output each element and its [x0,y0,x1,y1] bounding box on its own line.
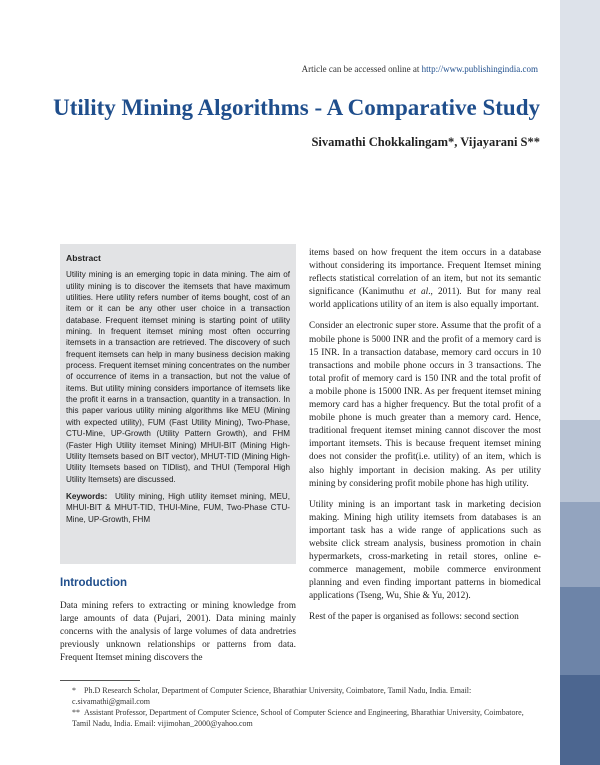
right-paragraph-3: Utility mining is an important task in marketing decision making. Mining high utility itemsets from databases is an important task has a wide range of applications such as website click stream analysis, business promotion in chain hypermarkets, cross-marketing in retail stores, online e-commerce management, mobile commerce environment planning and even finding important patterns in biomedical applications (Tseng, Wu, Shie & Yu, 2012). [309,499,541,602]
paper-title: Utility Mining Algorithms - A Comparative Study [53,95,540,120]
et-al-italic: et al [409,287,429,298]
footnote-2-text: Assistant Professor, Department of Computer Science, School of Computer Science and Engineering, Bharathiar University, Coimbatore, Tamil Nadu, India. Email: vijimohan_2000@yahoo.com [72,708,524,728]
footnote-1-text: Ph.D Research Scholar, Department of Computer Science, Bharathiar University, Coimbatore, Tamil Nadu, India. Email: c.sivamathi@gmail.com [72,686,472,706]
left-column-body [60,600,296,672]
keywords-text: Utility mining, High utility itemset mining, MEU, MHUI-BIT & MHUT-TID, THUI-Mine, FUM, Two-Phase CTU-Mine, UP-Growth, FHM [66,491,290,524]
footnote-2 [72,708,542,729]
right-paragraph-1-b: ., 2011). But for many real world applications utility of an item is also equally important. [309,287,541,311]
side-band-4 [560,587,600,675]
keywords-label: Keywords: [66,491,108,501]
right-paragraph-2: Consider an electronic super store. Assume that the profit of a mobile phone is 5000 INR and the profit of a memory card is 15 INR. In a transaction database, memory card occurs in 10 transactions and mobile phone occurs in 3 transactions. The total profit of memory card is 150 INR and the total profit of a mobile phone is 15000 INR. As per frequent itemset mining memory card has a higher frequency. But the total profit of a mobile phone is much greater than a memory card. Hence, traditional frequent itemset mining cannot discover the most important itemsets. This is because frequent itemset mining does not consider the profit(i.e. utility) of an item, which is also highly important in decision making. As per utility mining by considering profit mobile phone has high utility. [309,321,541,489]
footnote-1 [72,686,542,707]
abstract-box [60,244,296,564]
abstract-heading: Abstract [66,253,101,263]
side-band-3 [560,502,600,587]
side-band-5 [560,675,600,765]
introduction-heading: Introduction [60,577,128,589]
side-band-2 [560,420,600,502]
right-paragraph-1 [309,247,541,312]
right-paragraph-4: Rest of the paper is organised as follows: second section [309,612,519,623]
intro-paragraph-1: Data mining refers to extracting or mining knowledge from large amounts of data (Pujari, 2001). Data mining mainly concerns with the analysis of large volumes of data andretries previously unknown relationships or patterns from data. Frequent Itemset mining discovers the [60,601,296,664]
access-line [302,64,538,74]
access-url-link[interactable]: http://www.publishingindia.com [421,64,538,74]
footnote-rule [60,680,140,681]
access-text: Article can be accessed online at [301,64,420,74]
footnote-2-mark: ** [72,708,80,717]
abstract-text: Utility mining is an emerging topic in data mining. The aim of utility mining is to discover the itemsets that have maximum utilities. Here utility refers number of items bought, cost of an item or it can be any other user choice in a transaction database. Frequent itemset mining is starting point of utility mining. In frequent itemset mining most often occurring itemsets in a transaction are retrieved. The discovery of such frequent itemsets can help in many business decision making process. Frequent itemset mining concentrates on the number of occurrence of items in a transaction, but not the value of items. But utility mining considers importance of itemsets like the profit it earns in a transaction, quantity in a transaction. In this paper various utility mining algorithms like MEU (Mining with expected utility), FUM (Fast Utility Mining), Two-Phase, CTU-Mine, UP-Growth (Utility Pattern Growth), and FHM (Faster High Utility itemset Mining) MHUI-BIT (Mining High-Utility Itemsets based on BIT vector), MHUT-TID (Mining High-Utility Itemsets based on TIDlist), and THUI (Temporal High Utility Itemsets) are discussed. [66,270,290,484]
keywords [66,491,290,525]
paper-authors: Sivamathi Chokkalingam*, Vijayarani S** [311,135,540,149]
side-band-1 [560,0,600,420]
footnote-1-mark: * [72,686,76,695]
right-paragraph-1-a: items based on how frequent the item occurs in a database without considering its importance. Frequent Itemset mining reflects statistical correlation of an item, but not its semantic significance (Kanimuthu [309,248,541,298]
right-column-body [309,247,541,667]
